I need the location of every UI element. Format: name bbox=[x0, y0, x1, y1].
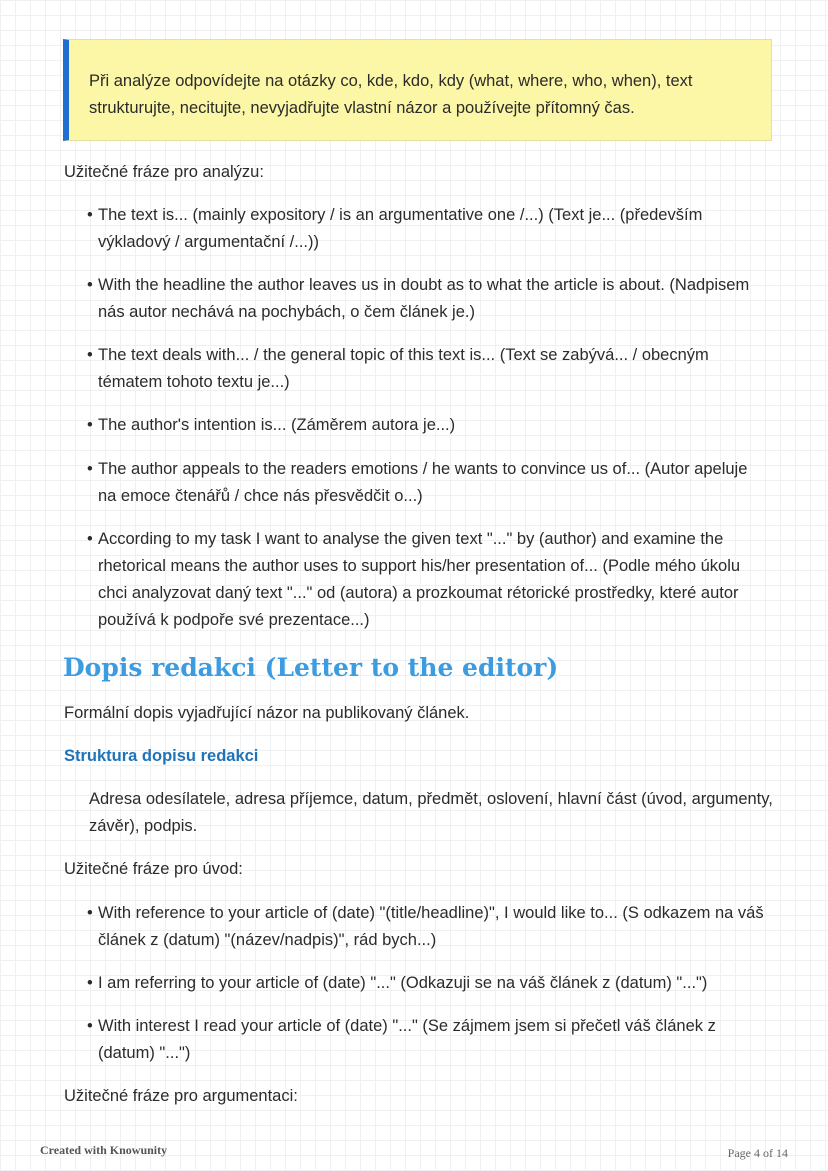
bullet-dot: • bbox=[87, 1017, 93, 1035]
list-item-text: The author's intention is... (Záměrem autora je...) bbox=[98, 416, 456, 434]
list-item bbox=[87, 342, 787, 396]
callout-line: strukturujte, necitujte, nevyjadřujte vlastní názor a používejte přítomný čas. bbox=[89, 99, 635, 117]
list-item-text: rhetorical means the author uses to support his/her presentation of... (Podle mého úkolu bbox=[98, 557, 741, 575]
list-item-text: na emoce čtenářů / chce nás přesvědčit o...) bbox=[98, 487, 423, 505]
list-item-text: According to my task I want to analyse the given text "..." by (author) and examine the bbox=[98, 530, 724, 548]
bullet-dot: • bbox=[87, 904, 93, 922]
list-item bbox=[87, 412, 787, 439]
structure-text bbox=[89, 786, 789, 840]
list-item bbox=[87, 202, 787, 256]
bullet-dot: • bbox=[87, 346, 93, 364]
list-item-text: nás autor nechává na pochybách, o čem článek je.) bbox=[98, 303, 475, 321]
list-item bbox=[87, 900, 787, 954]
list-item-text: I am referring to your article of (date) "..." (Odkazuji se na váš článek z (datum) "...") bbox=[98, 974, 708, 992]
bullet-dot: • bbox=[87, 530, 93, 548]
list-item-text: The author appeals to the readers emotions / he wants to convince us of... (Autor apeluje bbox=[98, 460, 748, 478]
list-item bbox=[87, 970, 787, 997]
list-item bbox=[87, 526, 787, 634]
footer-credit: Created with Knowunity bbox=[40, 1143, 168, 1157]
list-item-text: (datum) "...") bbox=[98, 1044, 191, 1062]
list-item bbox=[87, 1013, 787, 1067]
structure-line: závěr), podpis. bbox=[89, 817, 198, 835]
list-item-text: The text is... (mainly expository / is an argumentative one /...) (Text je... (především bbox=[98, 206, 703, 224]
list-item-text: tématem tohoto textu je...) bbox=[98, 373, 290, 391]
subsection-title: Struktura dopisu redakci bbox=[64, 747, 259, 765]
bullet-dot: • bbox=[87, 416, 93, 434]
section-title: Dopis redakci (Letter to the editor) bbox=[63, 653, 559, 682]
list-item-text: používá k podpoře své prezentace...) bbox=[98, 611, 370, 629]
list-item bbox=[87, 272, 787, 326]
argument-heading: Užitečné fráze pro argumentaci: bbox=[64, 1087, 298, 1105]
intro-heading: Užitečné fráze pro úvod: bbox=[64, 860, 243, 878]
bullet-dot: • bbox=[87, 276, 93, 294]
list-item-text: With reference to your article of (date) "(title/headline)", I would like to... (S odkazem na váš bbox=[98, 904, 764, 922]
list-item bbox=[87, 456, 787, 510]
callout-line: Při analýze odpovídejte na otázky co, kde, kdo, kdy (what, where, who, when), text bbox=[89, 72, 693, 90]
structure-line: Adresa odesílatele, adresa příjemce, datum, předmět, oslovení, hlavní část (úvod, argumenty, bbox=[89, 790, 773, 808]
list-item-text: The text deals with... / the general topic of this text is... (Text se zabývá... / obecným bbox=[98, 346, 709, 364]
list-item-text: článek z (datum) "(název/nadpis)", rád bych...) bbox=[98, 931, 437, 949]
page-number: Page 4 of 14 bbox=[727, 1146, 788, 1160]
bullet-dot: • bbox=[87, 460, 93, 478]
bullet-dot: • bbox=[87, 974, 93, 992]
analysis-heading: Užitečné fráze pro analýzu: bbox=[64, 163, 264, 181]
bullet-dot: • bbox=[87, 206, 93, 224]
list-item-text: výkladový / argumentační /...)) bbox=[98, 233, 320, 251]
list-item-text: With interest I read your article of (date) "..." (Se zájmem jsem si přečetl váš článek z bbox=[98, 1017, 716, 1035]
list-item-text: chci analyzovat daný text "..." od (autora) a prozkoumat rétorické prostředky, které autor bbox=[98, 584, 739, 602]
section-description: Formální dopis vyjadřující názor na publikovaný článek. bbox=[64, 704, 470, 722]
list-item-text: With the headline the author leaves us in doubt as to what the article is about. (Nadpisem bbox=[98, 276, 750, 294]
tip-callout bbox=[63, 39, 772, 141]
